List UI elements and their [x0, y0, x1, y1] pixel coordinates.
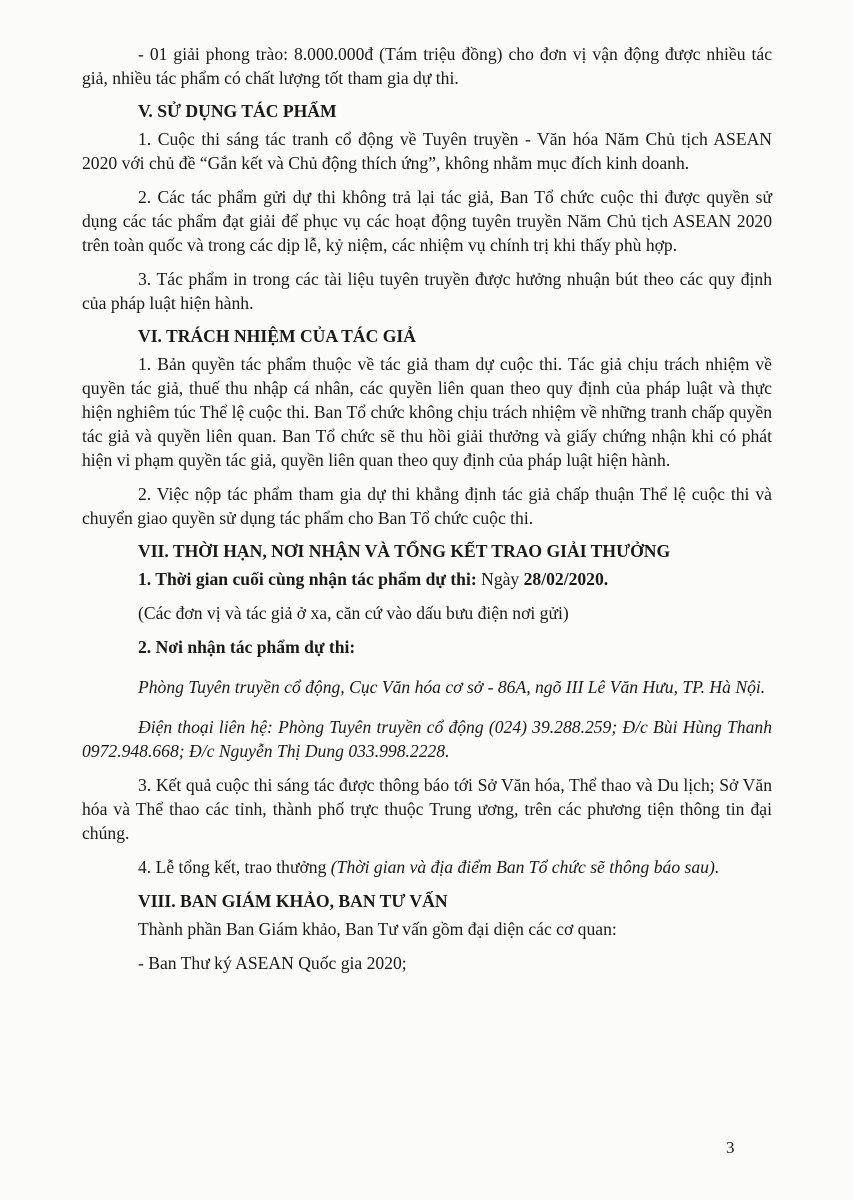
page-number: 3	[726, 1138, 735, 1157]
paragraph-7-1	[82, 567, 772, 591]
paragraph-5-3: 3. Tác phẩm in trong các tài liệu tuyên truyền được hưởng nhuận bút theo các quy định của pháp luật hiện hành.	[82, 269, 772, 313]
paragraph-5-2: 2. Các tác phẩm gửi dự thi không trả lại tác giả, Ban Tổ chức cuộc thi được quyền sử dụng các tác phẩm đạt giải để phục vụ các hoạt động tuyên truyền Năm Chủ tịch ASEAN 2020 trên toàn quốc và trong các dịp lễ, kỷ niệm, các nhiệm vụ chính trị khi thấy phù hợp.	[82, 187, 772, 255]
label-7-2: 2. Nơi nhận tác phẩm dự thi:	[138, 637, 356, 657]
paragraph-6-1: 1. Bản quyền tác phẩm thuộc về tác giả tham dự cuộc thi. Tác giả chịu trách nhiệm về quyền tác giả, thuế thu nhập cá nhân, các quyền liên quan theo quy định của pháp luật và thực hiện nghiêm túc Thể lệ cuộc thi. Ban Tổ chức không chịu trách nhiệm về những tranh chấp quyền tác giả và quyền liên quan. Ban Tổ chức sẽ thu hồi giải thưởng và giấy chứng nhận khi có phát hiện vi phạm quyền tác giả, quyền liên quan theo quy định của pháp luật hiện hành.	[82, 354, 772, 470]
paragraph-8-item-1: - Ban Thư ký ASEAN Quốc gia 2020;	[138, 953, 407, 973]
paragraph-7-1-note: (Các đơn vị và tác giả ở xa, căn cứ vào dấu bưu điện nơi gửi)	[138, 603, 569, 623]
paragraph-8-intro: Thành phần Ban Giám khảo, Ban Tư vấn gồm đại diện các cơ quan:	[138, 919, 617, 939]
ceremony-note: (Thời gian và địa điểm Ban Tổ chức sẽ thông báo sau).	[330, 857, 720, 877]
deadline-date: 28/02/2020.	[523, 569, 609, 589]
heading-section-v: V. SỬ DỤNG TÁC PHẨM	[138, 101, 337, 121]
paragraph-7-4	[82, 855, 772, 879]
label-7-1: 1. Thời gian cuối cùng nhận tác phẩm dự thi:	[138, 569, 477, 589]
heading-section-viii: VIII. BAN GIÁM KHẢO, BAN TƯ VẤN	[138, 891, 448, 911]
ceremony-prefix: 4. Lễ tổng kết, trao thưởng	[138, 857, 331, 877]
paragraph-5-1: 1. Cuộc thi sáng tác tranh cổ động về Tuyên truyền - Văn hóa Năm Chủ tịch ASEAN 2020 với chủ đề “Gắn kết và Chủ động thích ứng”, không nhằm mục đích kinh doanh.	[82, 129, 772, 173]
deadline-prefix: Ngày	[476, 569, 524, 589]
paragraph-7-3: 3. Kết quả cuộc thi sáng tác được thông báo tới Sở Văn hóa, Thể thao và Du lịch; Sở Văn hóa và Thể thao các tỉnh, thành phố trực thuộc Trung ương, trên các phương tiện thông tin đại chúng.	[82, 775, 772, 843]
document-body	[82, 42, 772, 975]
paragraph-7-2-phone: Điện thoại liên hệ: Phòng Tuyên truyền cổ động (024) 39.288.259; Đ/c Bùi Hùng Thanh 0972.948.668; Đ/c Nguyễn Thị Dung 033.998.2228.	[82, 717, 772, 761]
paragraph-7-2-address: Phòng Tuyên truyền cổ động, Cục Văn hóa cơ sở - 86A, ngõ III Lê Văn Hưu, TP. Hà Nội.	[138, 677, 766, 697]
paragraph-prize-movement: - 01 giải phong trào: 8.000.000đ (Tám triệu đồng) cho đơn vị vận động được nhiều tác giả, nhiều tác phẩm có chất lượng tốt tham gia dự thi.	[82, 44, 772, 88]
heading-section-vi: VI. TRÁCH NHIỆM CỦA TÁC GIẢ	[138, 326, 416, 346]
heading-section-vii: VII. THỜI HẠN, NƠI NHẬN VÀ TỔNG KẾT TRAO GIẢI THƯỞNG	[138, 541, 671, 561]
paragraph-7-2-label	[82, 635, 772, 659]
paragraph-6-2: 2. Việc nộp tác phẩm tham gia dự thi khẳng định tác giả chấp thuận Thể lệ cuộc thi và chuyển giao quyền sử dụng tác phẩm cho Ban Tổ chức cuộc thi.	[82, 484, 772, 528]
